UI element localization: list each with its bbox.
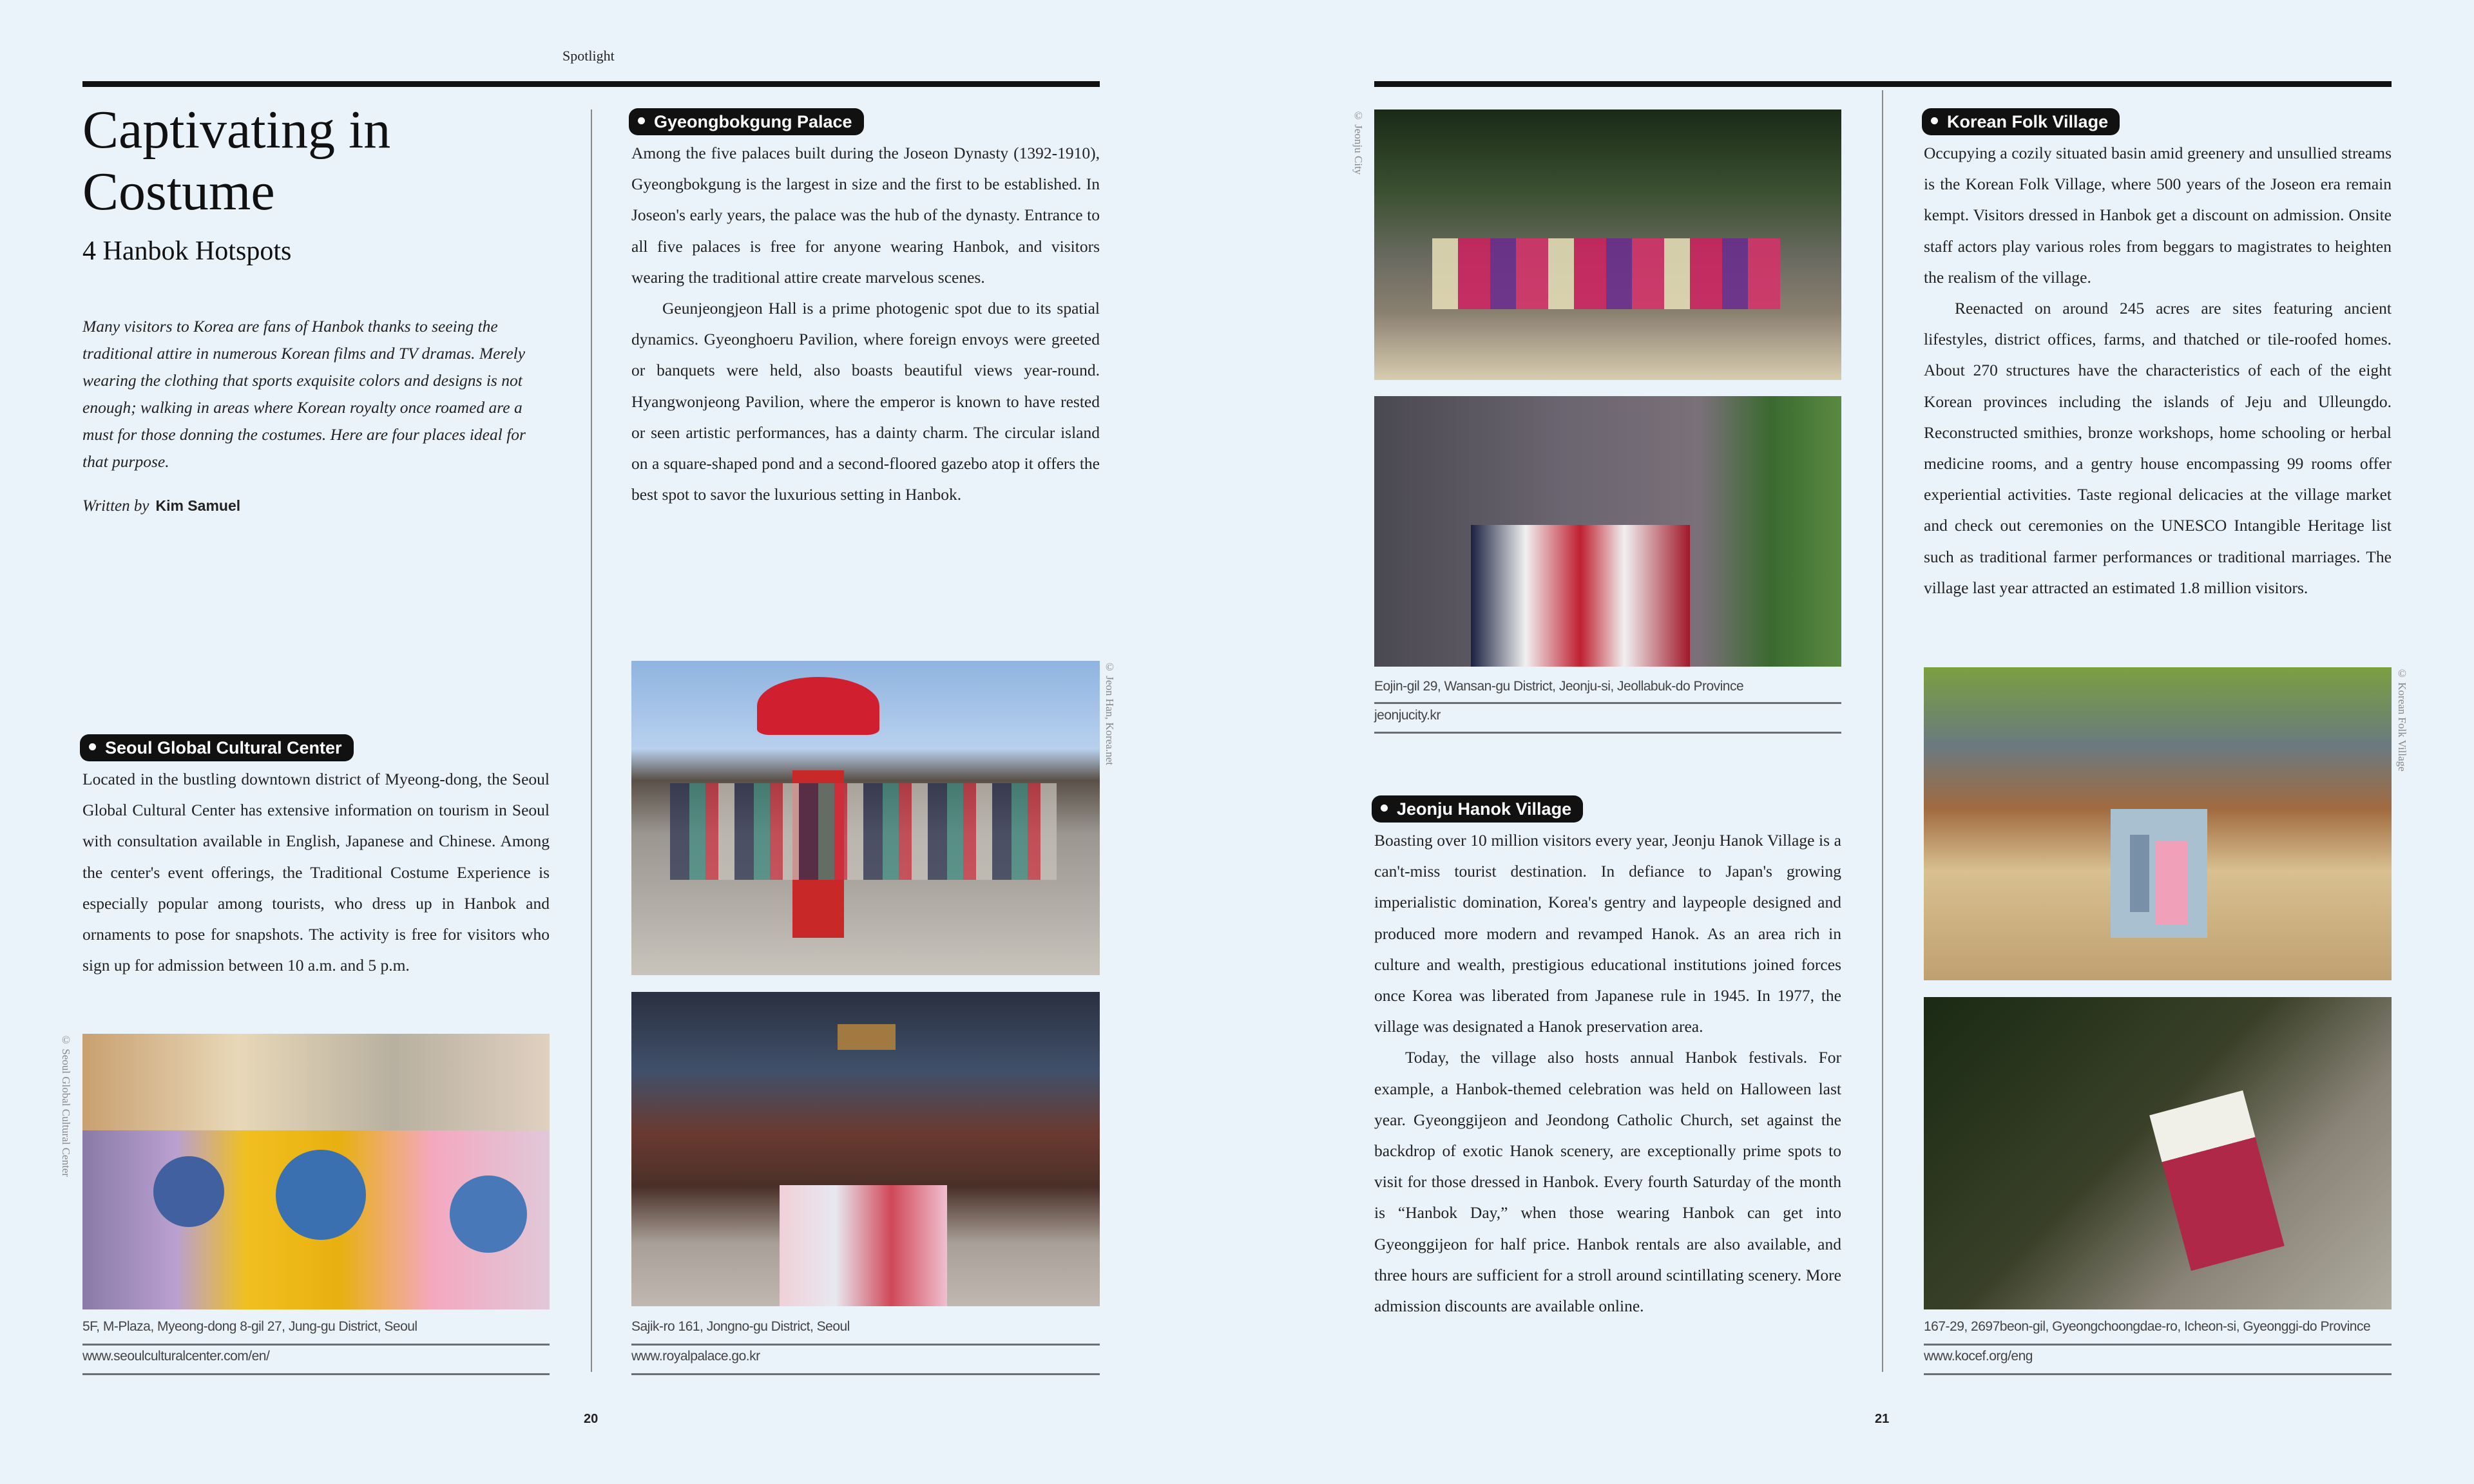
- gyeongbokgung-website-link[interactable]: www.royalpalace.go.kr: [631, 1349, 760, 1364]
- caption-divider: [1924, 1373, 2392, 1375]
- paragraph: Reenacted on around 245 acres are sites featuring ancient lifestyles, district offices, farms, and thatched or tile-roofed homes. About 270 structures have the characteristics of each of the eight Korean provinces including the islands of Jeju and Ulleungdo. Reconstructed smithies, bronze workshops, home schooling or herbal medicine rooms, and a gentry house encompassing 99 rooms offer experiential activities. Taste regional delicacies at the village market and check out ceremonies on the UNESCO Intangible Heritage list such as traditional farmer performances or traditional marriages. The village last year attracted an estimated 1.8 million visitors.: [1924, 299, 2392, 597]
- caption-divider: [631, 1344, 1100, 1346]
- folk-village-website-link[interactable]: www.kocef.org/eng: [1924, 1349, 2033, 1364]
- sgcc-website-link[interactable]: www.seoulculturalcenter.com/en/: [82, 1349, 270, 1364]
- paragraph: Located in the bustling downtown district of Myeong-dong, the Seoul Global Cultural Center has extensive information on tourism in Seoul with consultation available in English, Japanese and Chinese. Among the center's event offerings, the Traditional Costume Experience is especially popular among tourists, who dress up in Hanbok and ornaments to pose for snapshots. The activity is free for visitors who sign up for admission between 10 a.m. and 5 p.m.: [82, 770, 550, 975]
- jeonju-photo-jumping: [1374, 109, 1841, 380]
- folk-village-body: [1924, 138, 2392, 604]
- photo-credit: © Korean Folk Village: [2396, 667, 2408, 772]
- folk-village-photo-swing: [1924, 997, 2392, 1309]
- page-title: [82, 99, 390, 223]
- bullet-icon: [89, 743, 96, 750]
- badge-label: Jeonju Hanok Village: [1397, 799, 1572, 819]
- section-badge-folk-village: [1922, 108, 2120, 135]
- column-divider: [591, 109, 592, 1372]
- section-badge-gyeongbokgung: [629, 108, 864, 135]
- page-number: 20: [584, 1412, 599, 1426]
- intro-text: Many visitors to Korea are fans of Hanbok thanks to seeing the traditional attire in numerous Korean films and TV dramas. Merely wearing the clothing that sports exquisite colors and designs is not enough; walking in areas where Korean royalty once roamed are a must for those donning the costumes. Here are four places ideal for that purpose.: [82, 317, 526, 471]
- photo-credit: © Seoul Global Cultural Center: [60, 1034, 72, 1177]
- folk-village-photo-gate: [1924, 667, 2392, 980]
- page-number: 21: [1875, 1412, 1890, 1426]
- paragraph: Geunjeongjeon Hall is a prime photogenic spot due to its spatial dynamics. Gyeonghoeru Pavilion, where foreign envoys were greeted or banquets were held, also boasts beautiful views year-round. Hyangwonjeong Pavilion, where the emperor is known to have rested or seen artistic performances, has a dainty charm. The circular island on a square-shaped pond and a second-floored gazebo atop it offers the best spot to savor the luxurious setting in Hanbok.: [631, 299, 1100, 504]
- gyeongbokgung-photo-hall: [631, 992, 1100, 1306]
- photo-credit: © Jeonju City: [1352, 109, 1365, 175]
- jeonju-body: [1374, 825, 1841, 1322]
- badge-label: Seoul Global Cultural Center: [105, 738, 342, 757]
- byline: [82, 497, 240, 515]
- paragraph: Boasting over 10 million visitors every year, Jeonju Hanok Village is a can't-miss tourist destination. In defiance to Japan's growing imperialistic domination, Korea's gentry and laypeople designed and produced more modern and revamped Hanok. As an area rich in culture and wealth, prestigious educational institutions joined forces once Korea was liberated from Japanese rule in 1945. In 1977, the village was designated a Hanok preservation area.: [1374, 831, 1841, 1036]
- section-label: Spotlight: [562, 48, 615, 64]
- author-name: Kim Samuel: [155, 497, 241, 514]
- jeonju-website-link[interactable]: jeonjucity.kr: [1374, 708, 1441, 723]
- paragraph: Occupying a cozily situated basin amid greenery and unsullied streams is the Korean Folk Village, where 500 years of the Joseon era remain kempt. Visitors dressed in Hanbok get a discount on admission. Onsite staff actors play various roles from beggars to magistrates to heighten the realism of the village.: [1924, 144, 2392, 287]
- badge-label: Gyeongbokgung Palace: [654, 112, 852, 131]
- badge-label: Korean Folk Village: [1947, 112, 2109, 131]
- caption-divider: [82, 1344, 550, 1346]
- paragraph: Among the five palaces built during the Joseon Dynasty (1392-1910), Gyeongbokgung is the largest in size and the first to be established. In Joseon's early years, the palace was the hub of the dynasty. Entrance to all five palaces is free for anyone wearing Hanbok, and visitors wearing the traditional attire create marvelous scenes.: [631, 144, 1100, 287]
- bullet-icon: [1381, 804, 1388, 812]
- photo-credit: © Jeon Han, Korea.net: [1104, 661, 1116, 766]
- section-badge-jeonju: [1372, 795, 1583, 823]
- caption-divider: [631, 1373, 1100, 1375]
- title-line: Captivating in: [82, 100, 391, 160]
- top-rule-right: [1374, 81, 2392, 87]
- byline-label: Written by: [82, 497, 149, 515]
- bullet-icon: [1931, 117, 1938, 124]
- top-rule-left: [82, 81, 1100, 87]
- folk-village-address: 167-29, 2697beon-gil, Gyeongchoongdae-ro, Icheon-si, Gyeonggi-do Province: [1924, 1319, 2371, 1334]
- title-line: Costume: [82, 162, 275, 222]
- section-badge-sgcc: [80, 734, 354, 761]
- caption-divider: [1924, 1344, 2392, 1346]
- bullet-icon: [638, 117, 645, 124]
- paragraph: Today, the village also hosts annual Hanbok festivals. For example, a Hanbok-themed celebration was held on Halloween last year. Gyeonggijeon and Jeondong Catholic Church, set against the backdrop of exotic Hanok scenery, are exceptionally prime spots to visit for those dressed in Hanbok. Every fourth Saturday of the month is “Hanbok Day,” when those wearing Hanbok can get into Gyeonggijeon for half price. Hanbok rentals are also available, and three hours are sufficient for a stroll around scintillating scenery. More admission discounts are available online.: [1374, 1048, 1841, 1316]
- sgcc-photo: [82, 1034, 550, 1309]
- sgcc-address: 5F, M-Plaza, Myeong-dong 8-gil 27, Jung-gu District, Seoul: [82, 1319, 417, 1334]
- caption-divider: [1374, 732, 1841, 734]
- gyeongbokgung-photo-procession: [631, 661, 1100, 975]
- sgcc-body: [82, 764, 550, 981]
- caption-divider: [1374, 702, 1841, 704]
- gyeongbokgung-body: [631, 138, 1100, 510]
- subtitle: 4 Hanbok Hotspots: [82, 236, 292, 266]
- column-divider: [1882, 90, 1883, 1372]
- gyeongbokgung-address: Sajik-ro 161, Jongno-gu District, Seoul: [631, 1319, 850, 1334]
- caption-divider: [82, 1373, 550, 1375]
- jeonju-photo-church: [1374, 396, 1841, 667]
- jeonju-address: Eojin-gil 29, Wansan-gu District, Jeonju-si, Jeollabuk-do Province: [1374, 679, 1744, 694]
